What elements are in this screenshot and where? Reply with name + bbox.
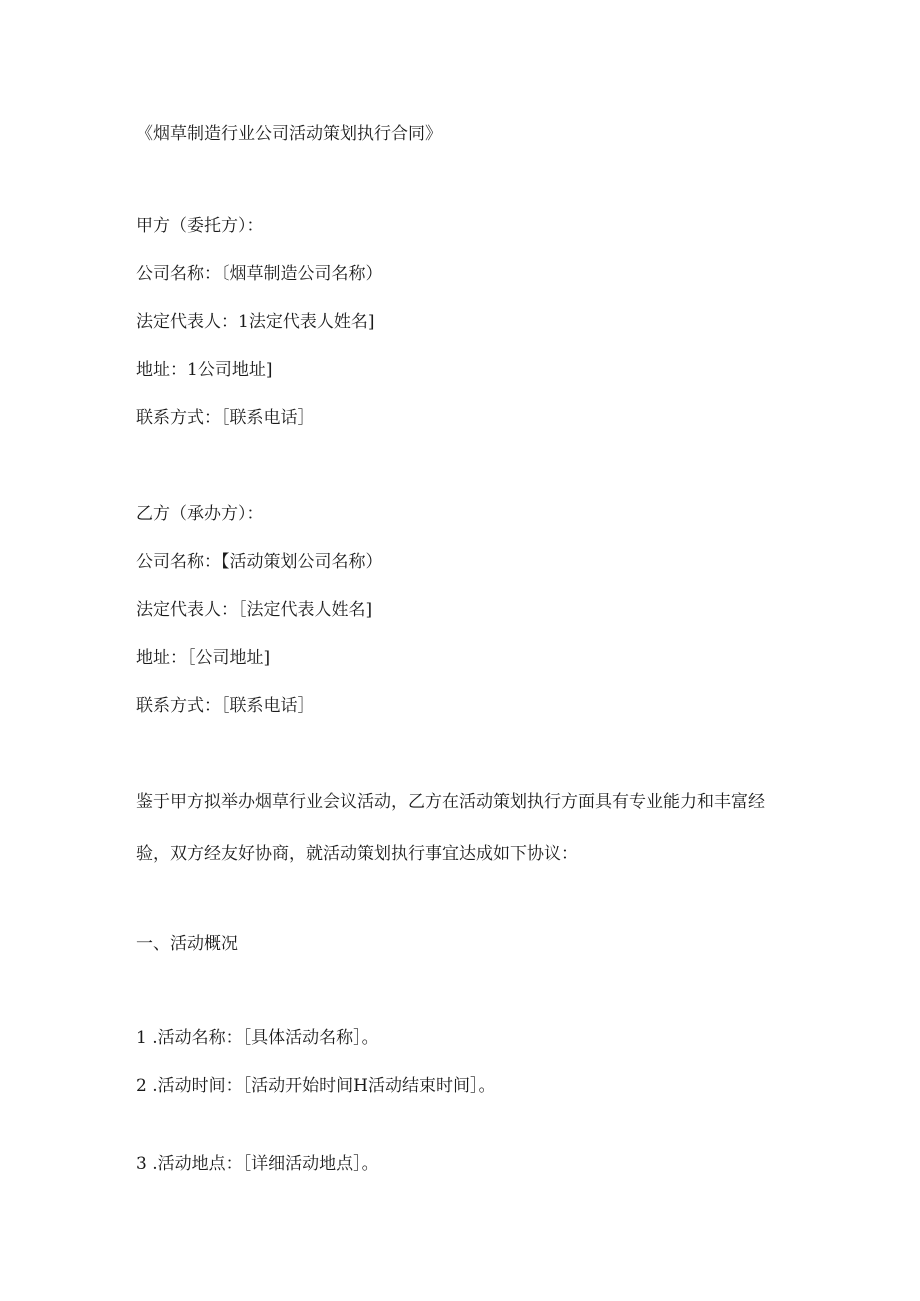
contract-title: 《烟草制造行业公司活动策划执行合同》	[136, 124, 442, 144]
party-a-contact: 联系方式：［联系电话］	[136, 408, 315, 428]
party-b-representative: 法定代表人：［法定代表人姓名]	[136, 600, 373, 620]
party-b-heading: 乙方（承办方）：	[136, 504, 264, 524]
party-a-heading: 甲方（委托方）：	[136, 216, 264, 236]
preamble-paragraph: 鉴于甲方拟举办烟草行业会议活动，乙方在活动策划执行方面具有专业能力和丰富经验，双方经友好协商，就活动策划执行事宜达成如下协议：	[136, 792, 765, 864]
party-b-company: 公司名称：【活动策划公司名称）	[136, 552, 383, 572]
party-a-address: 地址：1公司地址]	[136, 360, 273, 380]
party-b-contact: 联系方式：［联系电话］	[136, 696, 315, 716]
section-1-heading: 一、活动概况	[136, 934, 238, 954]
party-a-company: 公司名称：〔烟草制造公司名称）	[136, 264, 383, 284]
party-b-address: 地址：［公司地址]	[136, 648, 271, 668]
party-a-representative: 法定代表人：1法定代表人姓名]	[136, 312, 375, 332]
section-1-item: 3 .活动地点：［详细活动地点］。	[136, 1154, 379, 1174]
section-1-item: 2 .活动时间：［活动开始时间H活动结束时间］。	[136, 1076, 496, 1096]
section-1-item: 1 .活动名称：［具体活动名称］。	[136, 1028, 379, 1048]
